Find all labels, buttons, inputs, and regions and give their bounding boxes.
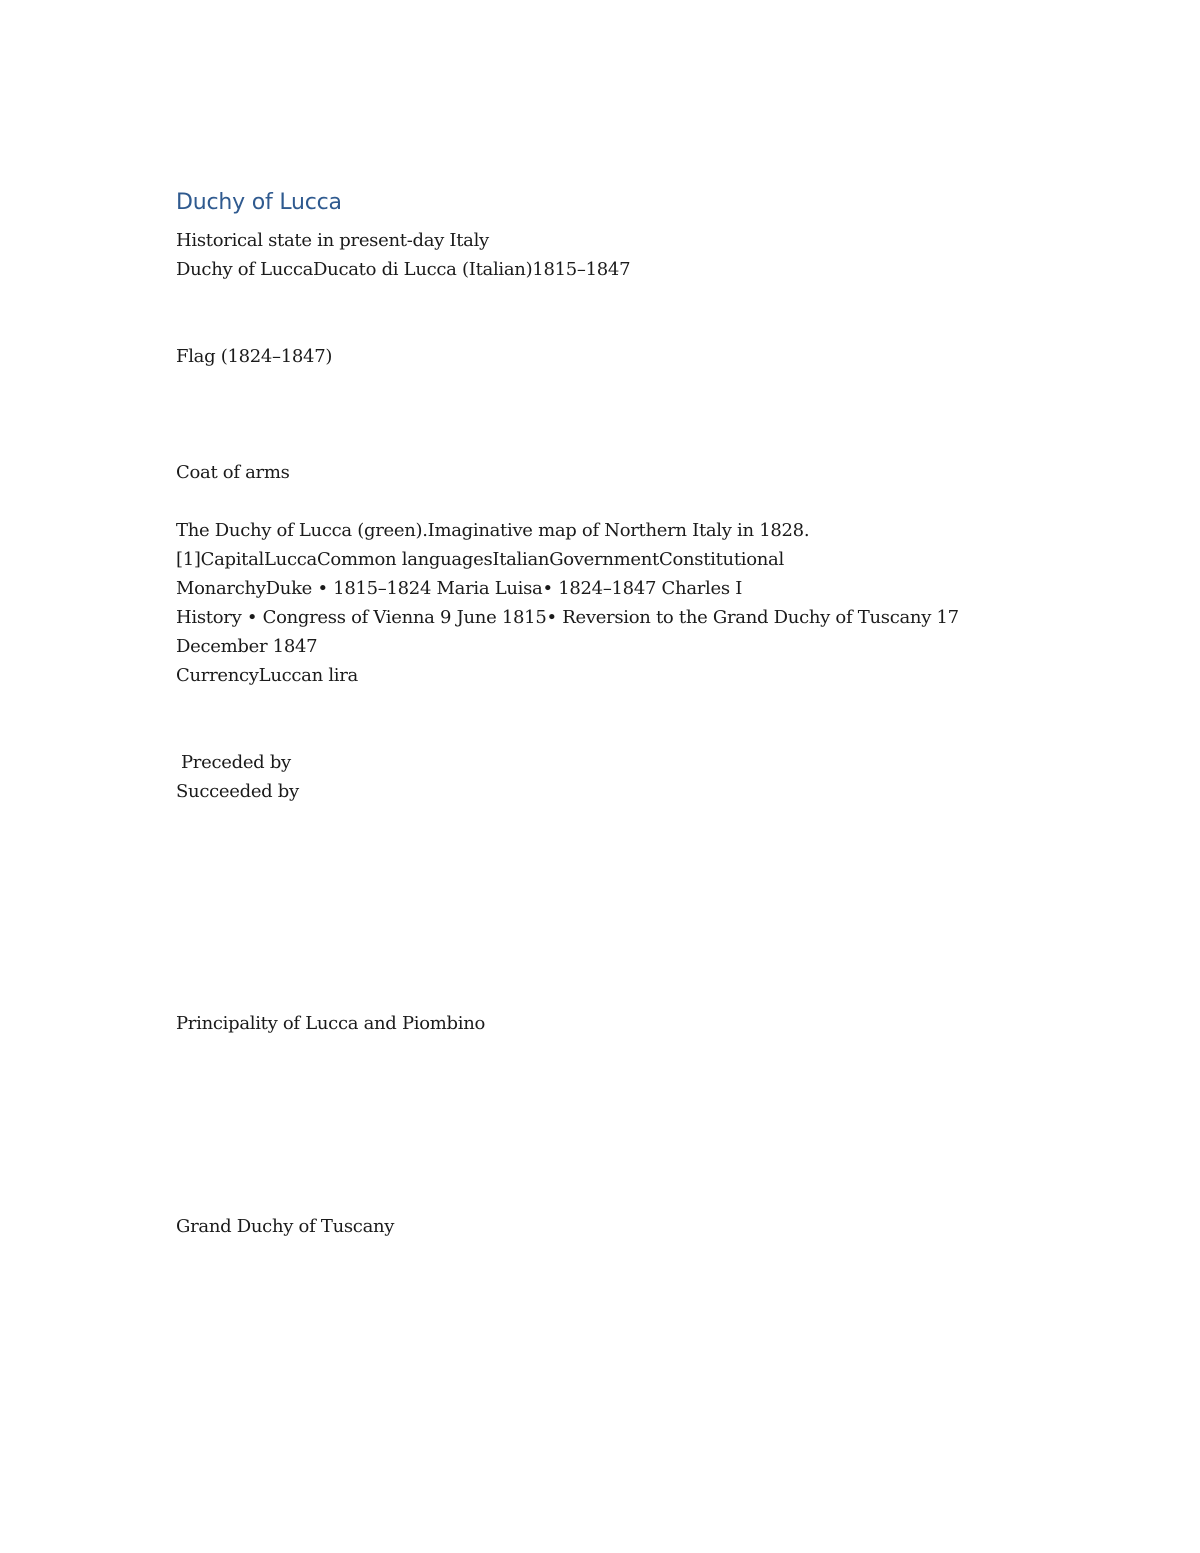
infobox-line: [1]CapitalLuccaCommon languagesItalianGovernmentConstitutional: [176, 549, 784, 570]
infobox-line: MonarchyDuke • 1815–1824 Maria Luisa• 1824–1847 Charles I: [176, 578, 743, 599]
flag-caption: Flag (1824–1847): [176, 346, 333, 367]
infobox-line: CurrencyLuccan lira: [176, 665, 358, 686]
subtitle: Historical state in present-day Italy: [176, 230, 489, 251]
infobox-text: [176, 516, 1006, 690]
infobox-line: The Duchy of Lucca (green).Imaginative map of Northern Italy in 1828.: [176, 520, 810, 541]
successor-state: Grand Duchy of Tuscany: [176, 1216, 395, 1237]
infobox-line: December 1847: [176, 636, 318, 657]
infobox-line: History • Congress of Vienna 9 June 1815• Reversion to the Grand Duchy of Tuscany 17: [176, 607, 959, 628]
preceded-by-label: Preceded by: [181, 752, 291, 773]
predecessor-state: Principality of Lucca and Piombino: [176, 1013, 486, 1034]
page-title: Duchy of Lucca: [176, 190, 342, 215]
succeeded-by-label: Succeeded by: [176, 781, 299, 802]
name-line: Duchy of LuccaDucato di Lucca (Italian)1815–1847: [176, 259, 631, 280]
coat-of-arms-caption: Coat of arms: [176, 462, 290, 483]
